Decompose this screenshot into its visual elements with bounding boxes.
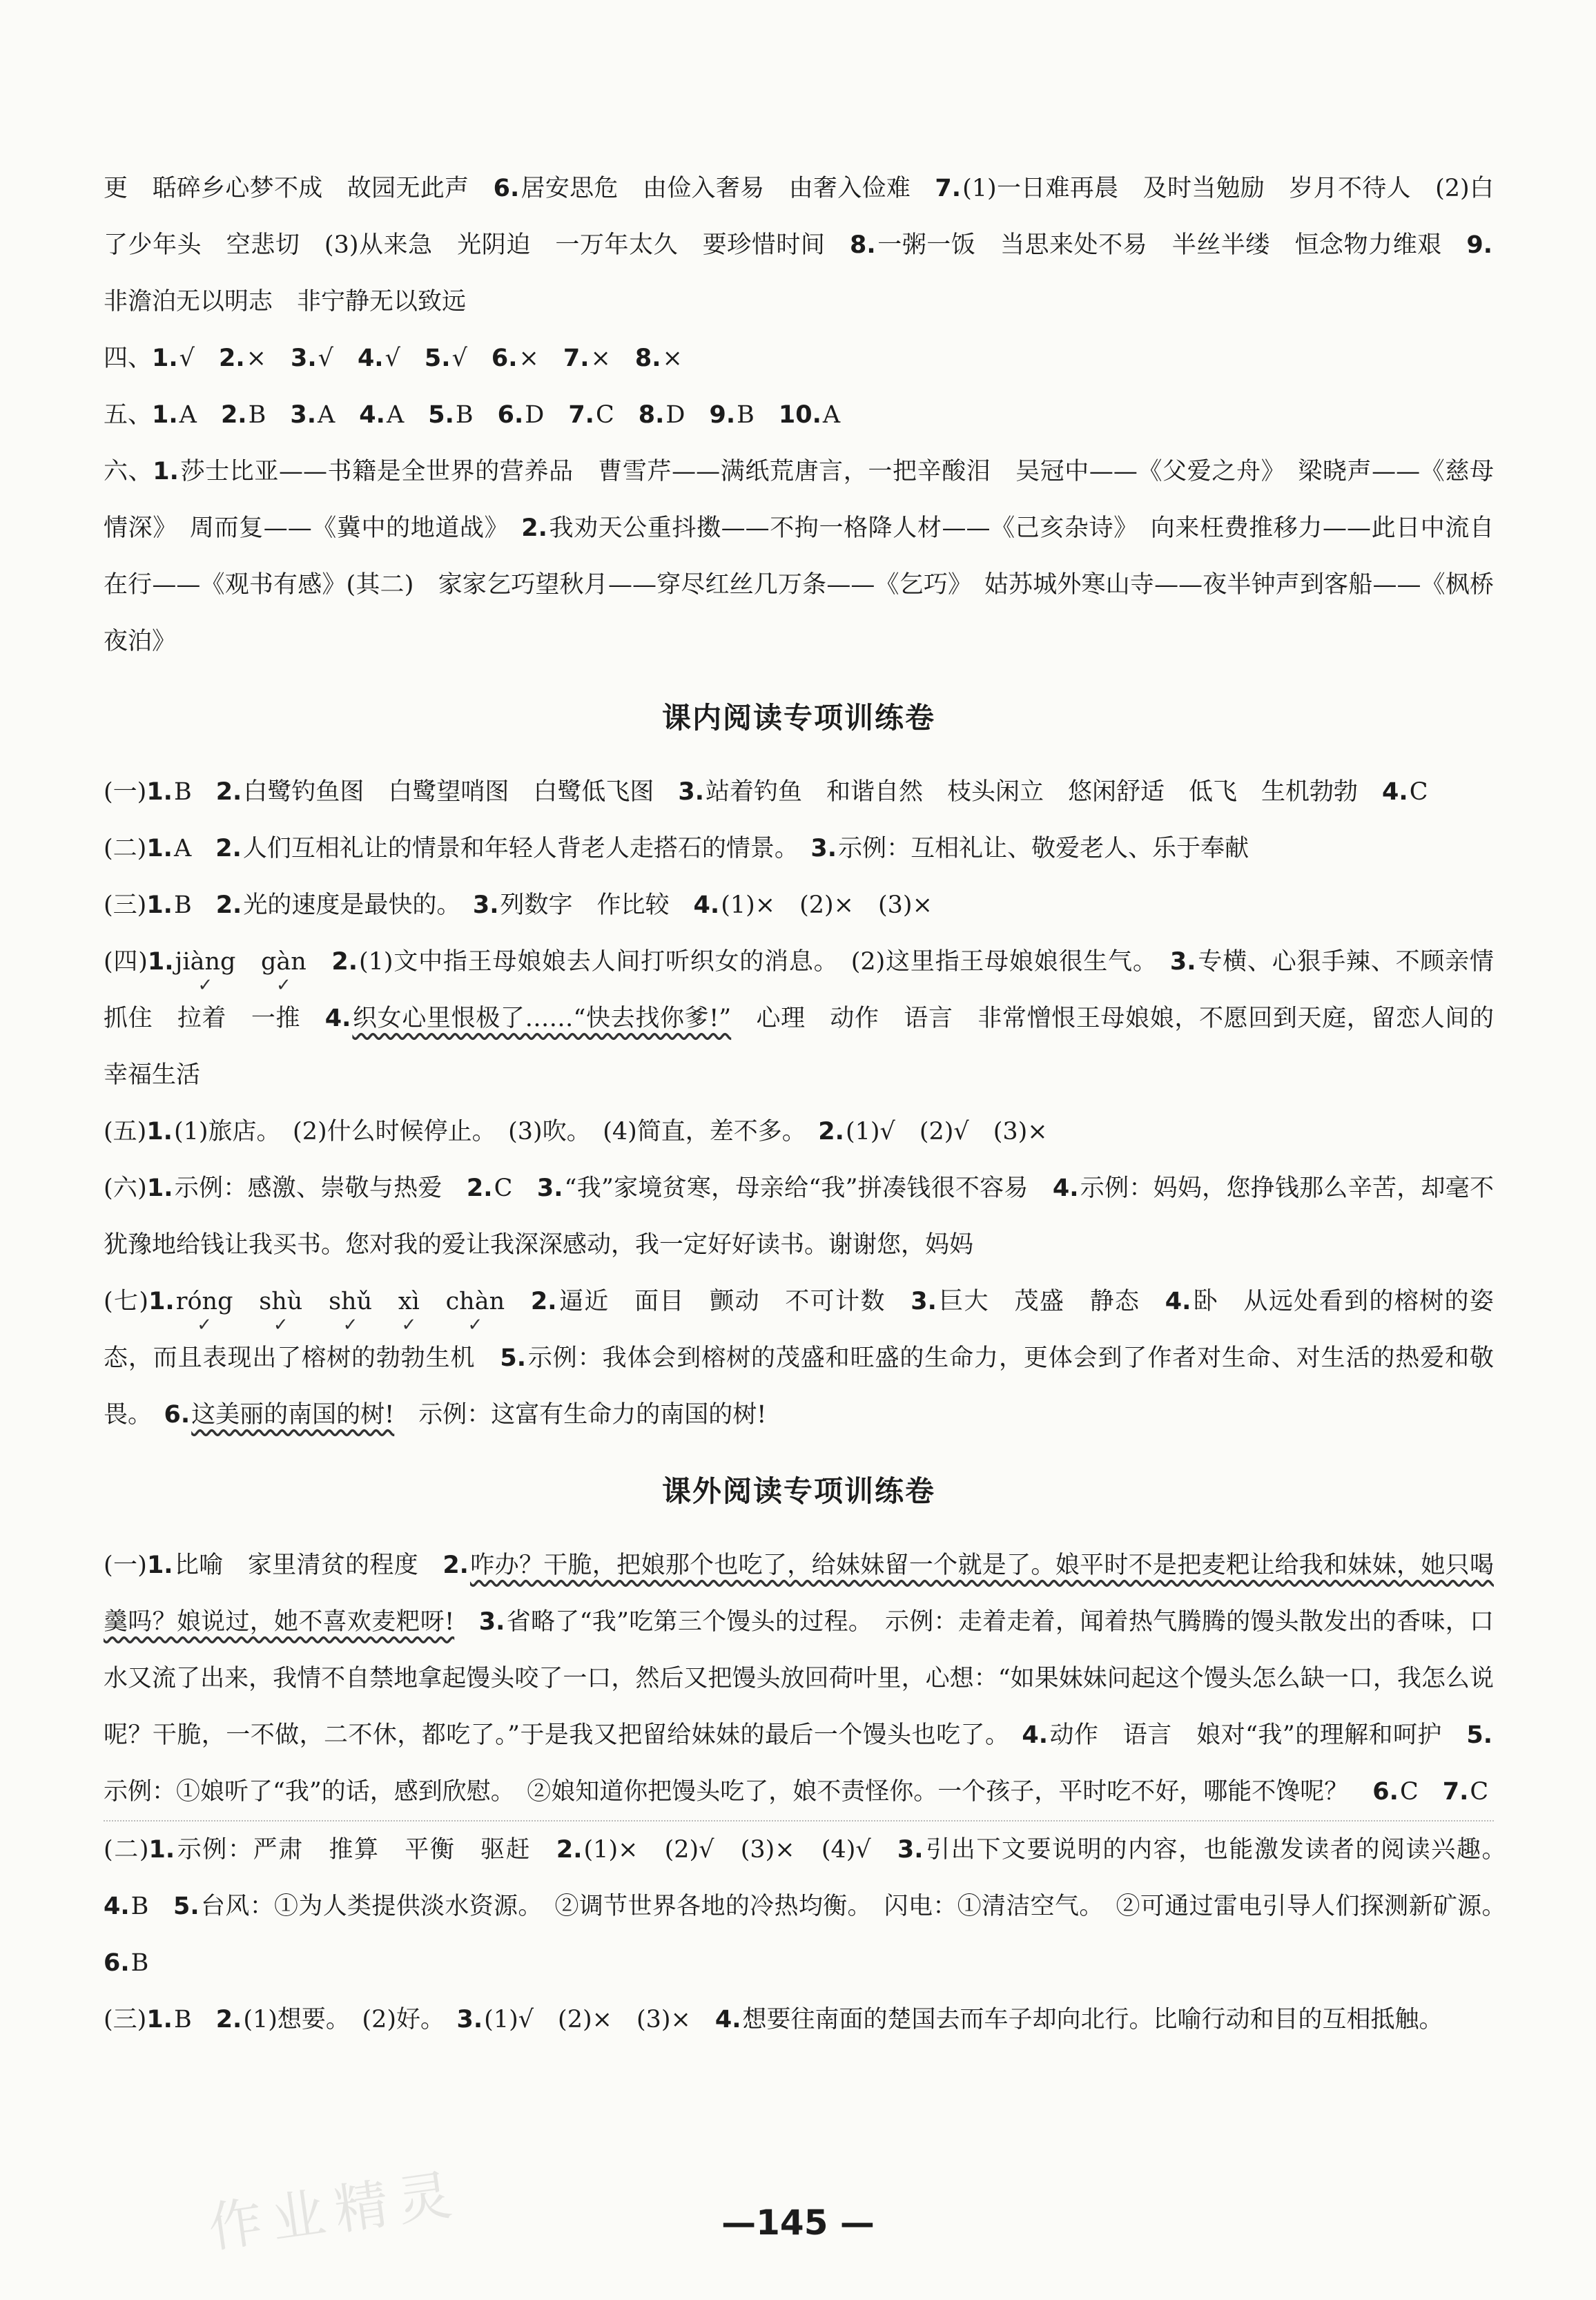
section-five: 五、1.A 2.B 3.A 4.A 5.B 6.D 7.C 8.D 9.B 10.A [104, 401, 841, 429]
kewai-part-2: (二)1.示例：严肃 推算 平衡 驱赶 2.(1)× (2)√ (3)× (4)√ 3.引出下文要说明的内容，也能激发读者的阅读兴趣。 4.B 5.台风：①为人类提供淡水资源。 ②调节世界各地的冷热均衡。 闪电：①清洁空气。 ②可通过雷电引导人们探测新矿源。 6.B [104, 1836, 1518, 1977]
kenei-part-5: (五)1.(1)旅店。 (2)什么时候停止。 (3)吹。 (4)简直，差不多。 2.(1)√ (2)√ (3)× [104, 1118, 1048, 1146]
kewai-part-1: (一)1.比喻 家里清贫的程度 2.咋办？干脆，把娘那个也吃了，给妹妹留一个就是了。娘平时不是把麦粑让给我和妹妹，她只喝羹吗？娘说过，她不喜欢麦粑呀! 3.省略了“我”吃第三个馒头的过程。 示例：走着走着，闻着热气腾腾的馒头散发出的香味，口水又流了出来，我情不自禁地拿起馒头咬了一口，然后又把馒头放回荷叶里，心想：“如果妹妹问起这个馒头怎么缺一口，我怎么说呢？干脆，一不做，二不休，都吃了。”于是我又把留给妹妹的最后一个馒头也吃了。 4.动作 语言 娘对“我”的理解和呵护 5.示例：①娘听了“我”的话，感到欣慰。 ②娘知道你把馒头吃了，娘不责怪你。一个孩子，平时吃不好，哪能不馋呢？ 6.C 7.C [104, 1552, 1494, 1806]
section-six: 六、1.莎士比亚——书籍是全世界的营养品 曹雪芹——满纸荒唐言，一把辛酸泪 吴冠中——《父爱之舟》 梁晓声——《慈母情深》 周而复——《冀中的地道战》 2.我劝天公重抖擞——不拘一格降人材——《己亥杂诗》 向来枉费推移力——此日中流自在行——《观书有感》(其二) 家家乞巧望秋月——穿尽红丝几万条——《乞巧》 姑苏城外寒山寺——夜半钟声到客船——《枫桥夜泊》 [104, 458, 1494, 655]
watermark-logo: 作业精灵 [204, 2163, 465, 2261]
page-number: —145 — [721, 2203, 875, 2243]
kewai-title: 课外阅读专项训练卷 [661, 1474, 935, 1508]
kenei-title: 课内阅读专项训练卷 [661, 701, 935, 735]
kenei-part-7: (七)1.róng ✓ shù ✓ shǔ ✓ xì ✓ chàn ✓ 2.逼近 面目 颤动 不可计数 3.巨大 茂盛 静态 4.卧 从远处看到的榕树的姿态，而且表现出了榕树的勃勃生机 5.示例：我体会到榕树的茂盛和旺盛的生命力，更体会到了作者对生命、对生活的热爱和敬畏。 6.这美丽的南国的树! 示例：这富有生命力的南国的树! [104, 1273, 1494, 1443]
answer-page [104, 160, 1518, 2048]
kewai-part-3: (三)1.B 2.(1)想要。 (2)好。 3.(1)√ (2)× (3)× 4.想要往南面的楚国去而车子却向北行。比喻行动和目的互相抵触。 [104, 2006, 1443, 2033]
kenei-part-1: (一)1.B 2.白鹭钓鱼图 白鹭望哨图 白鹭低飞图 3.站着钓鱼 和谐自然 枝头闲立 悠闲舒适 低飞 生机勃勃 4.C [104, 778, 1428, 806]
kenei-part-2: (二)1.A 2.人们互相礼让的情景和年轻人背老人走搭石的情景。 3.示例：互相礼让、敬爱老人、乐于奉献 [104, 835, 1249, 862]
section-three-continued: 更 聒碎乡心梦不成 故园无此声 6.居安思危 由俭入奢易 由奢入俭难 7.(1)一日难再晨 及时当勉励 岁月不待人 (2)白了少年头 空悲切 (3)从来急 光阴迫 一万年太久 要珍惜时间 8.一粥一饭 当思来处不易 半丝半缕 恒念物力维艰 9.非澹泊无以明志 非宁静无以致远 [104, 175, 1494, 316]
kenei-part-3: (三)1.B 2.光的速度是最快的。 3.列数字 作比较 4.(1)× (2)× (3)× [104, 891, 933, 919]
kenei-part-6: (六)1.示例：感激、崇敬与热爱 2.C 3.“我”家境贫寒，母亲给“我”拼凑钱很不容易 4.示例：妈妈，您挣钱那么辛苦，却毫不犹豫地给钱让我买书。您对我的爱让我深深感动，我一定好好读书。谢谢您，妈妈 [104, 1175, 1495, 1259]
section-four: 四、1.√ 2.× 3.√ 4.√ 5.√ 6.× 7.× 8.× [104, 345, 683, 372]
kenei-part-4: (四)1.jiàng ✓ gàn ✓ 2.(1)文中指王母娘娘去人间打听织女的消息。 (2)这里指王母娘娘很生气。 3.专横、心狠手辣、不顾亲情 抓住 拉着 一推 4.织女心里恨极了……“快去找你爹!” 心理 动作 语言 非常憎恨王母娘娘，不愿回到天庭，留恋人间的幸福生活 [104, 934, 1494, 1103]
